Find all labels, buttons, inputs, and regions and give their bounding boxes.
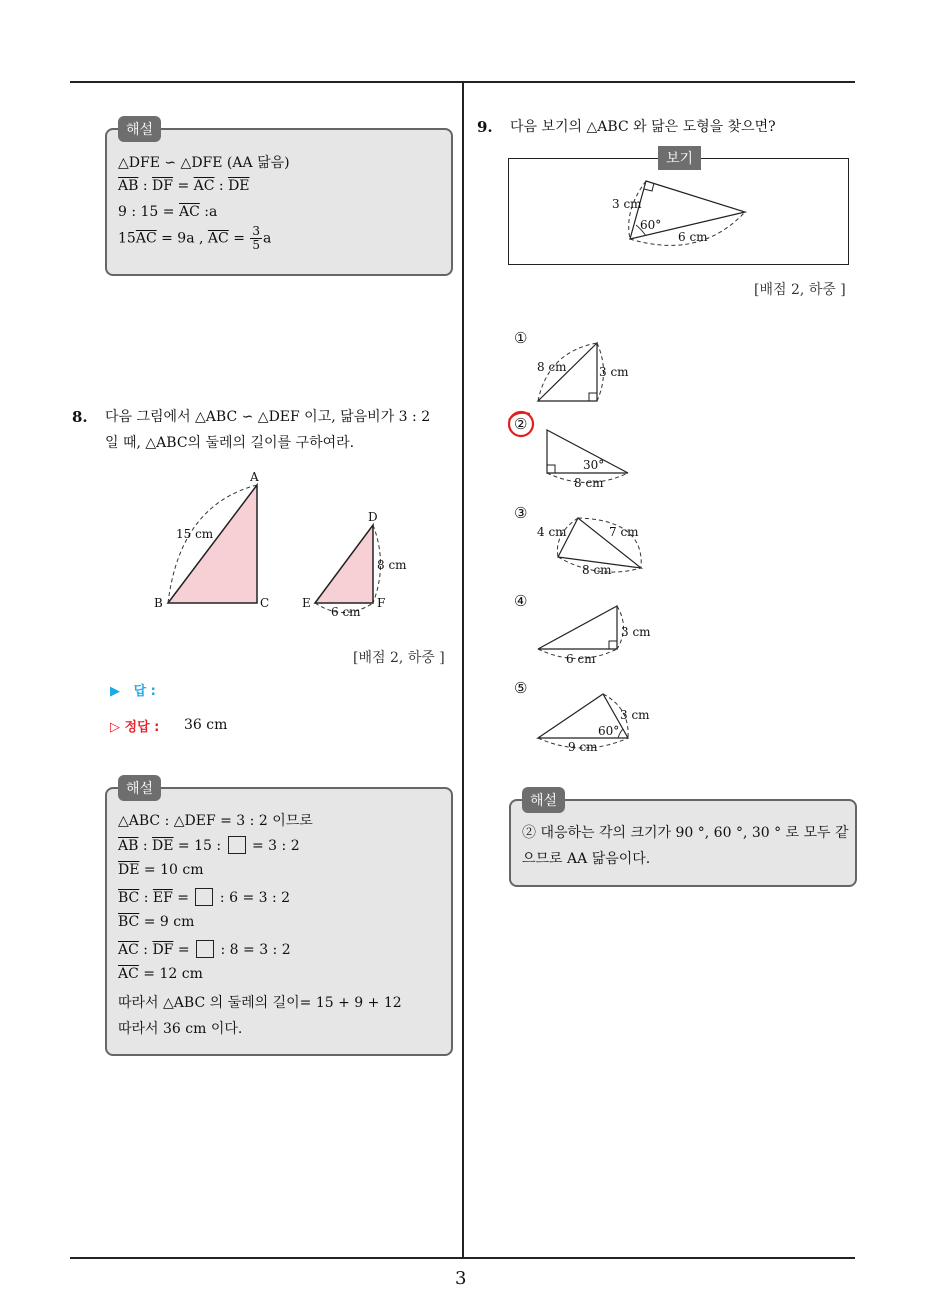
answer-label: 답 : xyxy=(133,684,156,699)
bogi-side1: 3 cm xyxy=(612,197,642,211)
option-3-label[interactable]: ③ xyxy=(514,504,528,522)
ratio-colon: : xyxy=(218,178,224,194)
eq-text: = 12 cm xyxy=(138,966,203,982)
solution-line-1: △DFE ∽ △DFE (AA 닮음) xyxy=(118,155,290,171)
bogi-side2: 6 cm xyxy=(678,230,708,244)
option-2-label[interactable]: ② xyxy=(514,415,528,433)
ratio-text: 9 : 15 = xyxy=(118,204,175,220)
play-icon: ▶ xyxy=(110,684,120,699)
option-4-side1: 3 cm xyxy=(621,625,651,639)
equals-sign: = xyxy=(177,178,190,194)
eq-text: = xyxy=(172,890,194,906)
segment-bc: $\overline{BC}$ xyxy=(118,914,140,930)
question-text-9: 다음 보기의 △ABC 와 닮은 도형을 찾으면? xyxy=(510,119,776,135)
eq-text: = 15 : xyxy=(173,838,226,854)
option-5-angle: 60° xyxy=(598,724,620,738)
option-2-angle: 30° xyxy=(583,458,605,472)
eq-text: = 10 cm xyxy=(139,862,204,878)
ratio-colon: : xyxy=(139,890,153,906)
length-ab: 15 cm xyxy=(176,527,214,541)
solution-line-1: △ABC : △DEF = 3 : 2 이므로 xyxy=(118,813,313,829)
label-c: C xyxy=(260,596,270,610)
label-f: F xyxy=(377,596,386,610)
ratio-colon: : xyxy=(142,178,148,194)
segment-ab: $\overline{AB}$ xyxy=(118,838,139,854)
segment-df: $\overline{DF}$ xyxy=(152,942,174,958)
segment-ac: $\overline{AC}$ xyxy=(135,230,157,247)
option-1-label[interactable]: ① xyxy=(514,329,528,347)
bogi-angle: 60° xyxy=(640,218,662,232)
segment-ac: $\overline{AC}$ xyxy=(207,230,229,247)
option-3-side3: 8 cm xyxy=(582,563,612,577)
selection-marker-swirl xyxy=(509,413,530,420)
segment-ef: $\overline{EF}$ xyxy=(152,890,173,906)
option-3-side1: 4 cm xyxy=(537,525,567,539)
bogi-tag: 보기 xyxy=(658,146,701,170)
segment-ac: $\overline{AC}$ xyxy=(178,204,200,220)
question-number-9: 9. xyxy=(477,118,493,136)
solution-line-9: 따라서 36 cm 이다. xyxy=(118,1021,243,1037)
eq-text: = 9a , xyxy=(161,230,204,247)
eq-text: = xyxy=(173,942,195,958)
solution-tag: 해설 xyxy=(118,775,161,801)
solution-tag: 해설 xyxy=(522,787,565,813)
coef: 15 xyxy=(118,230,136,247)
solution-line-8: 따라서 △ABC 의 둘레의 길이= 15 + 9 + 12 xyxy=(118,995,402,1011)
length-ef: 6 cm xyxy=(331,605,361,619)
option-1-right-angle xyxy=(589,393,597,401)
option-4-right-angle xyxy=(609,641,617,649)
page-number: 3 xyxy=(455,1268,467,1289)
denominator: 5 xyxy=(252,238,261,252)
correct-label: 정답 : xyxy=(124,720,160,735)
question-number-8: 8. xyxy=(72,408,88,426)
option-1-side1: 8 cm xyxy=(537,360,567,374)
correct-answer-value: 36 cm xyxy=(184,717,228,733)
solution-line-2: 으므로 AA 닮음이다. xyxy=(522,851,651,867)
segment-ac: $\overline{AC}$ xyxy=(118,942,139,958)
segment-de: $\overline{DE}$ xyxy=(118,862,140,878)
label-b: B xyxy=(154,596,163,610)
equals-sign: = xyxy=(233,230,245,247)
segment-bc: $\overline{BC}$ xyxy=(118,890,140,906)
score-meta-9: [배점 2, 하중 ] xyxy=(754,282,846,298)
option-4-side2: 6 cm xyxy=(566,652,596,666)
option-5-side3: 9 cm xyxy=(568,740,598,754)
question-line-2: 일 때, △ABC의 둘레의 길이를 구하여라. xyxy=(105,435,355,451)
variable: a xyxy=(263,230,272,247)
segment-de: $\overline{DE}$ xyxy=(228,178,250,194)
solution-tag: 해설 xyxy=(118,116,161,142)
ratio-colon: : xyxy=(138,838,153,854)
option-1-side2: 3 cm xyxy=(599,365,629,379)
segment-de: $\overline{DE}$ xyxy=(152,838,174,854)
question-line-1: 다음 그림에서 △ABC ∽ △DEF 이고, 닮음비가 3 : 2 xyxy=(105,409,431,425)
option-5-label[interactable]: ⑤ xyxy=(514,679,528,697)
score-meta-8: [배점 2, 하중 ] xyxy=(353,650,445,666)
option-2-right-angle xyxy=(547,465,555,473)
option-5-side1: 3 cm xyxy=(620,708,650,722)
play-outline-icon: ▷ xyxy=(110,720,120,735)
label-d: D xyxy=(368,510,378,524)
segment-ac: $\overline{AC}$ xyxy=(193,178,215,194)
eq-text: = 9 cm xyxy=(139,914,195,930)
segment-ab: $\overline{AB}$ xyxy=(118,178,139,194)
ratio-text: :a xyxy=(204,204,218,220)
solution-line-1: ② 대응하는 각의 크기가 90 °, 60 °, 30 ° 로 모두 같 xyxy=(522,825,849,841)
ratio-colon: : xyxy=(138,942,153,958)
eq-text: : 8 = 3 : 2 xyxy=(216,942,291,958)
label-e: E xyxy=(302,596,311,610)
length-df: 8 cm xyxy=(377,558,407,572)
numerator: 3 xyxy=(252,224,261,238)
eq-text: = 3 : 2 xyxy=(247,838,300,854)
eq-text: : 6 = 3 : 2 xyxy=(215,890,291,906)
option-3-side2: 7 cm xyxy=(609,525,639,539)
segment-ac: $\overline{AC}$ xyxy=(118,966,139,982)
segment-df: $\overline{DF}$ xyxy=(152,178,173,194)
option-4-triangle xyxy=(538,606,617,649)
option-4-label[interactable]: ④ xyxy=(514,592,528,610)
label-a: A xyxy=(250,470,259,484)
option-2-side: 8 cm xyxy=(574,476,604,490)
